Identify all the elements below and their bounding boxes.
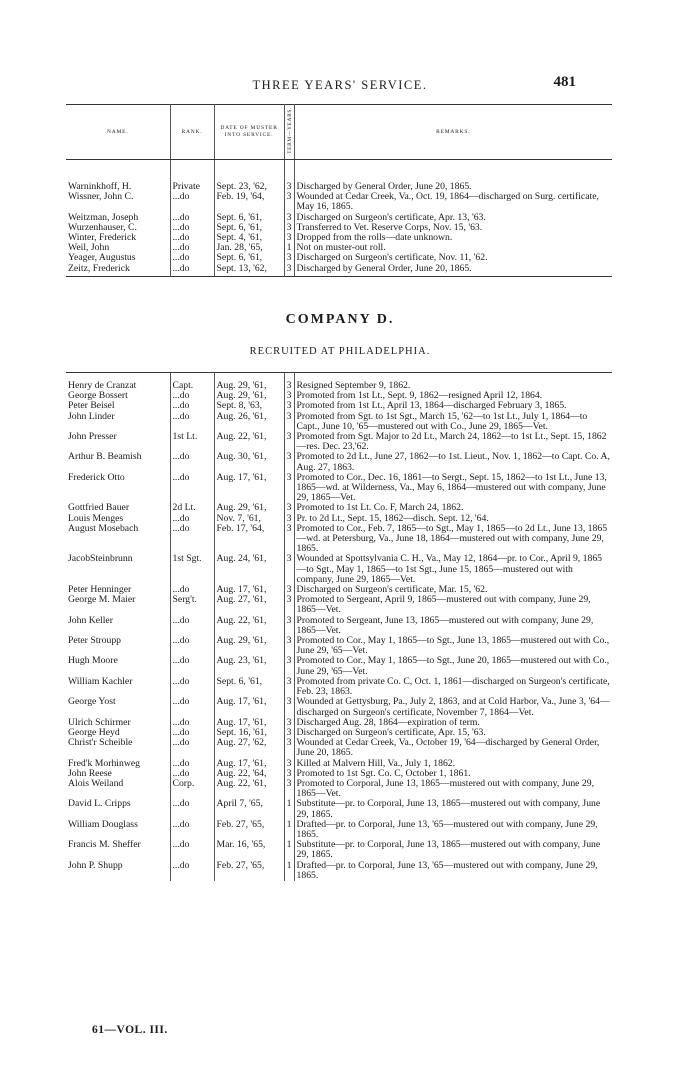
table-row — [66, 585, 612, 595]
header-name: NAME. — [66, 105, 170, 160]
cell-date: Feb. 27, '65, — [214, 861, 284, 881]
cell-name: John Linder — [66, 412, 170, 432]
table-row — [66, 401, 612, 411]
cell-remarks: Promoted to Cor., May 1, 1865—to Sgt., June 13, 1865—mustered out with Co., June 29, '65—Vet. — [296, 636, 610, 657]
cell-remarks: Discharged on Surgeon's certificate, Mar. 15, '62. — [296, 585, 488, 596]
cell-date: Nov. 7, '61, — [214, 514, 284, 524]
table-row — [66, 636, 612, 656]
cell-term: 1 — [284, 243, 294, 253]
cell-date: Aug. 17, '61, — [214, 585, 284, 595]
table-row — [66, 656, 612, 676]
table-row — [66, 595, 612, 615]
table-row — [66, 503, 612, 513]
table-row — [66, 779, 612, 799]
cell-term: 3 — [284, 160, 294, 193]
cell-date: Aug. 29, '61, — [214, 373, 284, 392]
cell-name: Arthur B. Beamish — [66, 452, 170, 472]
cell-date: Sept. 6, '61, — [214, 213, 284, 223]
cell-name: August Mosebach — [66, 524, 170, 555]
table-row — [66, 373, 612, 392]
cell-term: 3 — [284, 585, 294, 595]
cell-remarks: Discharged Aug. 28, 1864—expiration of term. — [296, 717, 480, 728]
cell-name: William Kachler — [66, 677, 170, 697]
cell-term: 3 — [284, 769, 294, 779]
cell-remarks: Wounded at Cedar Creek, Va., Oct. 19, 1864—discharged on Surg. certificate, May 16, 1865. — [296, 192, 599, 213]
cell-name: Henry de Cranzat — [66, 373, 170, 392]
cell-remarks: Killed at Malvern Hill, Va., July 1, 1862. — [296, 758, 456, 769]
cell-term: 3 — [284, 514, 294, 524]
cell-date: Aug. 17, '61, — [214, 718, 284, 728]
cell-remarks: Promoted from private Co. C, Oct. 1, 1861—discharged on Surgeon's certificate, Feb. 23, 1863. — [296, 676, 610, 698]
cell-term: 3 — [284, 656, 294, 676]
cell-name: Peter Henninger — [66, 585, 170, 595]
table-row — [66, 677, 612, 697]
cell-name: Francis M. Sheffer — [66, 840, 170, 860]
cell-name: Ulrich Schirmer — [66, 718, 170, 728]
cell-term: 3 — [284, 636, 294, 656]
cell-name: Wurzenhauser, C. — [66, 223, 170, 233]
header-term-label: TERM—YEARS. — [286, 107, 293, 154]
cell-rank: ...do — [170, 738, 214, 758]
cell-rank: ...do — [170, 677, 214, 697]
table-row — [66, 728, 612, 738]
table-row — [66, 769, 612, 779]
cell-remarks: Promoted to 2d Lt., June 27, 1862—to 1st. Lieut., Nov. 1, 1862—to Capt. Co. A, Aug. 27, 1863. — [296, 452, 610, 473]
cell-remarks: Discharged by General Order, June 20, 1865. — [296, 263, 472, 274]
cell-rank: 1st Sgt. — [170, 554, 214, 585]
cell-date: Aug. 24, '61, — [214, 554, 284, 585]
table-row — [66, 264, 612, 277]
table-row — [66, 253, 612, 263]
cell-rank: ...do — [170, 728, 214, 738]
cell-rank: 1st Lt. — [170, 432, 214, 452]
cell-rank: ...do — [170, 233, 214, 243]
cell-remarks: Promoted from Sgt. to 1st Sgt., March 15, '62—to 1st Lt., July 1, 1864—to Capt., June 10, '65—mustered out with Co., June 29, 1865—Vet. — [296, 411, 588, 432]
cell-date: Sept. 8, '63, — [214, 401, 284, 411]
cell-rank: ...do — [170, 697, 214, 717]
cell-name: Alois Weiland — [66, 779, 170, 799]
cell-term: 3 — [284, 213, 294, 223]
cell-remarks: Discharged by General Order, June 20, 1865. — [296, 181, 472, 192]
cell-remarks: Drafted—pr. to Corporal, June 13, '65—mustered out with company, June 29, 1865. — [296, 819, 598, 840]
cell-rank: Corp. — [170, 779, 214, 799]
cell-rank: ...do — [170, 223, 214, 233]
cell-name: Yeager, Augustus — [66, 253, 170, 263]
roster-company-d-body — [66, 373, 612, 881]
table-row — [66, 213, 612, 223]
cell-date: Sept. 6, '61, — [214, 253, 284, 263]
table-row — [66, 861, 612, 881]
cell-rank: ...do — [170, 769, 214, 779]
cell-name: George Heyd — [66, 728, 170, 738]
table-row — [66, 243, 612, 253]
cell-rank: ...do — [170, 473, 214, 504]
cell-term: 1 — [284, 861, 294, 881]
table-row — [66, 160, 612, 193]
table-row — [66, 697, 612, 717]
header-term — [284, 105, 294, 160]
cell-term: 1 — [284, 820, 294, 840]
cell-rank: ...do — [170, 452, 214, 472]
table-row — [66, 820, 612, 840]
cell-rank: ...do — [170, 213, 214, 223]
cell-remarks: Promoted to Cor., Dec. 16, 1861—to Sergt., Sept. 15, 1862—to 1st Lt., June 13, 1865—wd. at Wilderness, Va., May 6, 1864—mustered out with company, June 29, 1865—Vet. — [296, 472, 607, 504]
cell-term: 3 — [284, 728, 294, 738]
cell-name: Winter, Frederick — [66, 233, 170, 243]
cell-term: 3 — [284, 192, 294, 212]
cell-date: Sept. 6, '61, — [214, 677, 284, 697]
cell-rank: ...do — [170, 820, 214, 840]
table-row — [66, 412, 612, 432]
table-row — [66, 718, 612, 728]
roster-top-body — [66, 160, 612, 277]
cell-term: 3 — [284, 524, 294, 555]
cell-term: 3 — [284, 779, 294, 799]
cell-date: Sept. 16, '61, — [214, 728, 284, 738]
table-row — [66, 192, 612, 212]
table-row — [66, 738, 612, 758]
cell-remarks: Promoted to 1st Sgt. Co. C, October 1, 1861. — [296, 768, 471, 779]
signature-mark: 61—VOL. III. — [92, 1024, 168, 1036]
cell-date: Aug. 23, '61, — [214, 656, 284, 676]
cell-remarks: Drafted—pr. to Corporal, June 13, '65—mustered out with company, June 29, 1865. — [296, 860, 598, 881]
cell-name: John Keller — [66, 616, 170, 636]
cell-rank: ...do — [170, 253, 214, 263]
table-row — [66, 524, 612, 555]
cell-rank: Capt. — [170, 373, 214, 392]
cell-remarks: Discharged on Surgeon's certificate, Apr. 13, '63. — [296, 212, 486, 223]
cell-date: Aug. 22, '61, — [214, 432, 284, 452]
cell-term: 3 — [284, 718, 294, 728]
cell-term: 3 — [284, 233, 294, 243]
cell-term: 3 — [284, 452, 294, 472]
cell-remarks: Promoted to 1st Lt. Co. F, March 24, 1862. — [296, 503, 464, 514]
table-row — [66, 432, 612, 452]
cell-remarks: Wounded at Gettysburg, Pa., July 2, 1863, and at Cold Harbor, Va., June 3, '64—discharged on Surgeon's certificate, November 7, 1864—Vet. — [296, 697, 610, 718]
cell-term: 3 — [284, 473, 294, 504]
cell-term: 1 — [284, 840, 294, 860]
cell-date: April 7, '65, — [214, 799, 284, 819]
cell-date: Jan. 28, '65, — [214, 243, 284, 253]
cell-term: 1 — [284, 799, 294, 819]
cell-term: 3 — [284, 373, 294, 392]
cell-rank: Private — [170, 160, 214, 193]
roster-table-top — [66, 104, 612, 277]
cell-rank: ...do — [170, 391, 214, 401]
cell-name: Hugh Moore — [66, 656, 170, 676]
cell-remarks: Wounded at Cedar Creek, Va., October 19, '64—discharged by General Order, June 20, 1865. — [296, 738, 600, 759]
cell-remarks: Wounded at Spottsylvania C. H., Va., May 12, 1864—pr. to Cor., April 9, 1865—to Sgt., May 1, 1865—to 1st Sgt., June 15, 1865—mustered out with company, June 29, 1865—Vet. — [296, 554, 603, 585]
cell-name: David L. Cripps — [66, 799, 170, 819]
cell-date: Sept. 23, '62, — [214, 160, 284, 193]
cell-date: Aug. 22, '61, — [214, 779, 284, 799]
cell-date: Aug. 27, '61, — [214, 595, 284, 615]
cell-remarks: Transferred to Vet. Reserve Corps, Nov. 15, '63. — [296, 222, 483, 233]
cell-remarks: Promoted from 1st Lt., April 13, 1864—discharged February 3, 1865. — [296, 401, 567, 412]
cell-remarks: Not on muster-out roll. — [296, 243, 386, 254]
cell-date: Feb. 17, '64, — [214, 524, 284, 555]
cell-rank: ...do — [170, 861, 214, 881]
cell-date: Feb. 19, '64, — [214, 192, 284, 212]
header-remarks: REMARKS. — [294, 105, 612, 160]
table-row — [66, 759, 612, 769]
cell-remarks: Discharged on Surgeon's certificate, Nov. 11, '62. — [296, 253, 488, 264]
cell-remarks: Pr. to 2d Lt., Sept. 15, 1862—disch. Sept. 12, '64. — [296, 513, 489, 524]
cell-rank: ...do — [170, 656, 214, 676]
cell-name: Gottfried Bauer — [66, 503, 170, 513]
cell-name: William Douglass — [66, 820, 170, 840]
cell-date: Mar. 16, '65, — [214, 840, 284, 860]
cell-rank: ...do — [170, 585, 214, 595]
cell-name: John Reese — [66, 769, 170, 779]
cell-name: Fred'k Morhinweg — [66, 759, 170, 769]
cell-term: 3 — [284, 503, 294, 513]
cell-name: Zeitz, Frederick — [66, 264, 170, 277]
cell-term: 3 — [284, 738, 294, 758]
cell-rank: ...do — [170, 759, 214, 769]
cell-rank: Serg't. — [170, 595, 214, 615]
table-row — [66, 554, 612, 585]
cell-remarks: Promoted to Cor., Feb. 7, 1865—to Sgt., May 1, 1865—to 2d Lt., June 13, 1865—wd. at Petersburg, Va., June 18, 1864—mustered out with company, June 29, 1865. — [296, 523, 608, 555]
running-title: THREE YEARS' SERVICE. — [252, 78, 428, 92]
cell-term: 3 — [284, 677, 294, 697]
cell-name: John Presser — [66, 432, 170, 452]
cell-date: Aug. 17, '61, — [214, 697, 284, 717]
cell-date: Sept. 4, '61, — [214, 233, 284, 243]
cell-remarks: Promoted to Sergeant, April 9, 1865—mustered out with company, June 29, 1865—Vet. — [296, 595, 591, 616]
cell-name: Frederick Otto — [66, 473, 170, 504]
table-header-row — [66, 105, 612, 160]
cell-rank: ...do — [170, 799, 214, 819]
table-row — [66, 223, 612, 233]
cell-term: 3 — [284, 697, 294, 717]
cell-remarks: Dropped from the rolls—date unknown. — [296, 233, 453, 244]
cell-term: 3 — [284, 554, 294, 585]
cell-term: 3 — [284, 616, 294, 636]
cell-remarks: Substitute—pr. to Corporal, June 13, 1865—mustered out with company, June 29, 1865. — [296, 840, 601, 861]
cell-term: 3 — [284, 401, 294, 411]
cell-date: Aug. 30, '61, — [214, 452, 284, 472]
cell-date: Aug. 29, '61, — [214, 636, 284, 656]
table-row — [66, 840, 612, 860]
cell-date: Aug. 29, '61, — [214, 503, 284, 513]
cell-name: Peter Stroupp — [66, 636, 170, 656]
cell-term: 3 — [284, 412, 294, 432]
table-row — [66, 233, 612, 243]
cell-rank: ...do — [170, 616, 214, 636]
table-row — [66, 616, 612, 636]
cell-remarks: Promoted to Sergeant, June 13, 1865—mustered out with company, June 29, 1865—Vet. — [296, 615, 594, 636]
cell-remarks: Discharged on Surgeon's certificate, Apr. 15, '63. — [296, 727, 486, 738]
cell-name: John P. Shupp — [66, 861, 170, 881]
cell-rank: ...do — [170, 840, 214, 860]
cell-name: George Yost — [66, 697, 170, 717]
cell-date: Sept. 6, '61, — [214, 223, 284, 233]
cell-rank: ...do — [170, 514, 214, 524]
table-row — [66, 514, 612, 524]
cell-term: 3 — [284, 264, 294, 277]
recruited-heading: RECRUITED AT PHILADELPHIA. — [249, 346, 431, 357]
cell-rank: ...do — [170, 524, 214, 555]
cell-term: 3 — [284, 759, 294, 769]
cell-date: Feb. 27, '65, — [214, 820, 284, 840]
cell-date: Aug. 22, '61, — [214, 616, 284, 636]
cell-name: George Bossert — [66, 391, 170, 401]
cell-rank: ...do — [170, 718, 214, 728]
cell-name: JacobSteinbrunn — [66, 554, 170, 585]
cell-date: Aug. 17, '61, — [214, 473, 284, 504]
cell-term: 3 — [284, 595, 294, 615]
cell-remarks: Promoted from Sgt. Major to 2d Lt., March 24, 1862—to 1st Lt., Sept. 15, 1862—res. Dec. 23,'62. — [296, 432, 607, 453]
cell-rank: ...do — [170, 264, 214, 277]
cell-remarks: Resigned September 9, 1862. — [296, 380, 411, 391]
cell-date: Aug. 27, '62, — [214, 738, 284, 758]
cell-date: Aug. 22, '64, — [214, 769, 284, 779]
page-number: 481 — [553, 74, 576, 90]
roster-table-company-d — [66, 372, 612, 881]
cell-rank: 2d Lt. — [170, 503, 214, 513]
table-row — [66, 473, 612, 504]
cell-name: George M. Maier — [66, 595, 170, 615]
cell-term: 3 — [284, 253, 294, 263]
cell-rank: ...do — [170, 636, 214, 656]
table-row — [66, 452, 612, 472]
cell-rank: ...do — [170, 412, 214, 432]
cell-name: Warninkhoff, H. — [66, 160, 170, 193]
cell-rank: ...do — [170, 192, 214, 212]
cell-name: Weil, John — [66, 243, 170, 253]
cell-term: 3 — [284, 391, 294, 401]
cell-date: Aug. 26, '61, — [214, 412, 284, 432]
header-rank: RANK. — [170, 105, 214, 160]
cell-remarks: Promoted to Cor., May 1, 1865—to Sgt., June 20, 1865—mustered out with Co., June 29, '65—Vet. — [296, 656, 610, 677]
cell-date: Sept. 13, '62, — [214, 264, 284, 277]
cell-rank: ...do — [170, 401, 214, 411]
table-row — [66, 799, 612, 819]
cell-name: Peter Beisel — [66, 401, 170, 411]
cell-remarks: Substitute—pr. to Corporal, June 13, 1865—mustered out with company, June 29, 1865. — [296, 799, 601, 820]
cell-remarks: Promoted to Corporal, June 13, 1865—mustered out with company, June 29, 1865—Vet. — [296, 778, 594, 800]
cell-name: Louis Menges — [66, 514, 170, 524]
header-date: DATE OF MUSTER INTO SERVICE. — [214, 105, 284, 160]
cell-name: Wissner, John C. — [66, 192, 170, 212]
cell-name: Weitzman, Joseph — [66, 213, 170, 223]
cell-term: 3 — [284, 223, 294, 233]
cell-term: 3 — [284, 432, 294, 452]
cell-rank: ...do — [170, 243, 214, 253]
cell-date: Aug. 29, '61, — [214, 391, 284, 401]
cell-name: Christ'r Scheible — [66, 738, 170, 758]
cell-date: Aug. 17, '61, — [214, 759, 284, 769]
company-title: COMPANY D. — [285, 312, 395, 327]
cell-remarks: Promoted from 1st Lt., Sept. 9, 1862—resigned April 12, 1864. — [296, 391, 543, 402]
table-row — [66, 391, 612, 401]
